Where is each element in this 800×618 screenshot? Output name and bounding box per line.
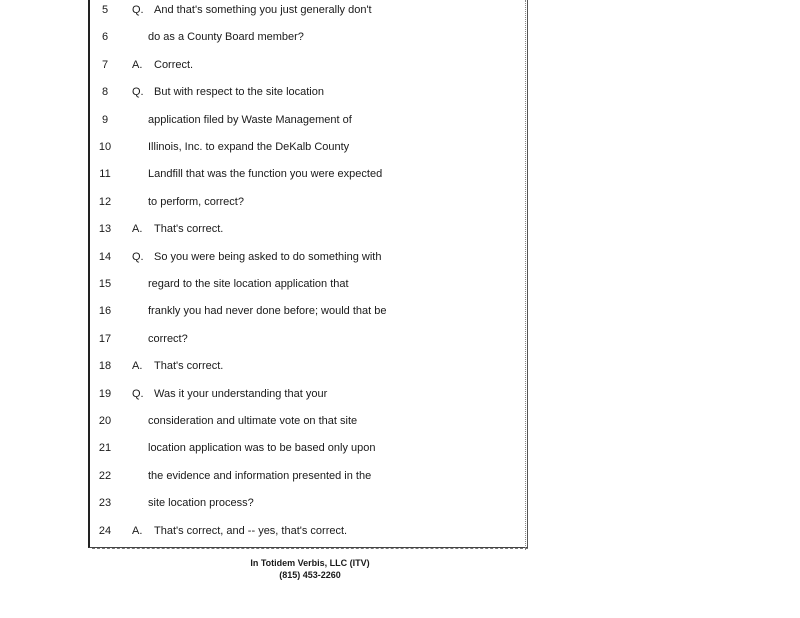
speaker-label: A. xyxy=(132,58,143,71)
line-number: 5 xyxy=(101,4,109,16)
transcript-line xyxy=(0,411,800,431)
line-text: But with respect to the site location xyxy=(154,86,324,99)
line-text: correct? xyxy=(148,332,188,345)
line-number: 14 xyxy=(98,250,112,263)
footer-phone-number: (815) 453-2260 xyxy=(279,570,341,580)
transcript-line xyxy=(0,301,800,321)
line-text: to perform, correct? xyxy=(148,195,244,208)
line-text: Landfill that was the function you were expected xyxy=(148,168,383,181)
speaker-label: A. xyxy=(132,360,143,373)
transcript-line xyxy=(0,137,800,157)
line-number: 24 xyxy=(98,524,112,537)
transcript-line xyxy=(0,466,800,486)
transcript-line xyxy=(0,110,800,130)
line-number: 17 xyxy=(98,332,112,345)
speaker-label: A. xyxy=(132,223,143,236)
line-number: 6 xyxy=(101,31,109,44)
scan-edge-artifact xyxy=(92,548,528,551)
transcript-line xyxy=(0,329,800,349)
transcript-line xyxy=(0,384,800,404)
line-number: 15 xyxy=(98,278,112,290)
line-text: do as a County Board member? xyxy=(148,31,304,44)
line-text: That's correct. xyxy=(154,223,224,236)
line-text: So you were being asked to do something with xyxy=(154,250,382,263)
transcript-line xyxy=(0,0,800,20)
line-number: 13 xyxy=(98,223,112,236)
line-number: 20 xyxy=(98,415,112,427)
footer-company-name: In Totidem Verbis, LLC (ITV) xyxy=(250,558,370,568)
line-text: Illinois, Inc. to expand the DeKalb County xyxy=(148,141,350,153)
line-text: location application was to be based only upon xyxy=(148,442,376,455)
line-number: 23 xyxy=(98,497,112,510)
line-text: consideration and ultimate vote on that site xyxy=(148,415,358,427)
speaker-label: A. xyxy=(132,524,143,537)
line-number: 18 xyxy=(98,360,112,373)
line-number: 12 xyxy=(98,195,112,208)
line-text: site location process? xyxy=(148,497,254,510)
line-number: 21 xyxy=(98,442,112,455)
line-text: That's correct, and -- yes, that's correct. xyxy=(154,524,348,537)
speaker-label: Q. xyxy=(132,86,144,99)
line-number: 7 xyxy=(101,58,109,71)
line-number: 10 xyxy=(98,141,112,153)
transcript-line xyxy=(0,27,800,47)
line-text: That's correct. xyxy=(154,360,224,373)
transcript-line xyxy=(0,82,800,102)
speaker-label: Q. xyxy=(132,387,144,400)
transcript-line xyxy=(0,247,800,267)
transcript-line xyxy=(0,274,800,294)
line-number: 19 xyxy=(98,387,112,400)
line-number: 16 xyxy=(98,305,112,318)
speaker-label: Q. xyxy=(132,4,144,16)
transcript-line xyxy=(0,164,800,184)
line-text: the evidence and information presented in the xyxy=(148,469,372,482)
transcript-line xyxy=(0,493,800,513)
line-text: regard to the site location application that xyxy=(148,278,349,290)
line-number: 22 xyxy=(98,469,112,482)
transcript-line xyxy=(0,356,800,376)
line-text: frankly you had never done before; would that be xyxy=(148,305,387,318)
speaker-label: Q. xyxy=(132,250,144,263)
transcript-line xyxy=(0,438,800,458)
line-text: And that's something you just generally don't xyxy=(154,4,372,16)
transcript-line xyxy=(0,192,800,212)
transcript-line xyxy=(0,521,800,541)
line-text: Was it your understanding that your xyxy=(154,387,328,400)
transcript-line xyxy=(0,55,800,75)
line-text: application filed by Waste Management of xyxy=(148,113,352,126)
line-number: 9 xyxy=(101,113,109,126)
line-number: 8 xyxy=(101,86,109,99)
line-number: 11 xyxy=(99,168,111,181)
transcript-line xyxy=(0,219,800,239)
line-text: Correct. xyxy=(154,58,194,71)
